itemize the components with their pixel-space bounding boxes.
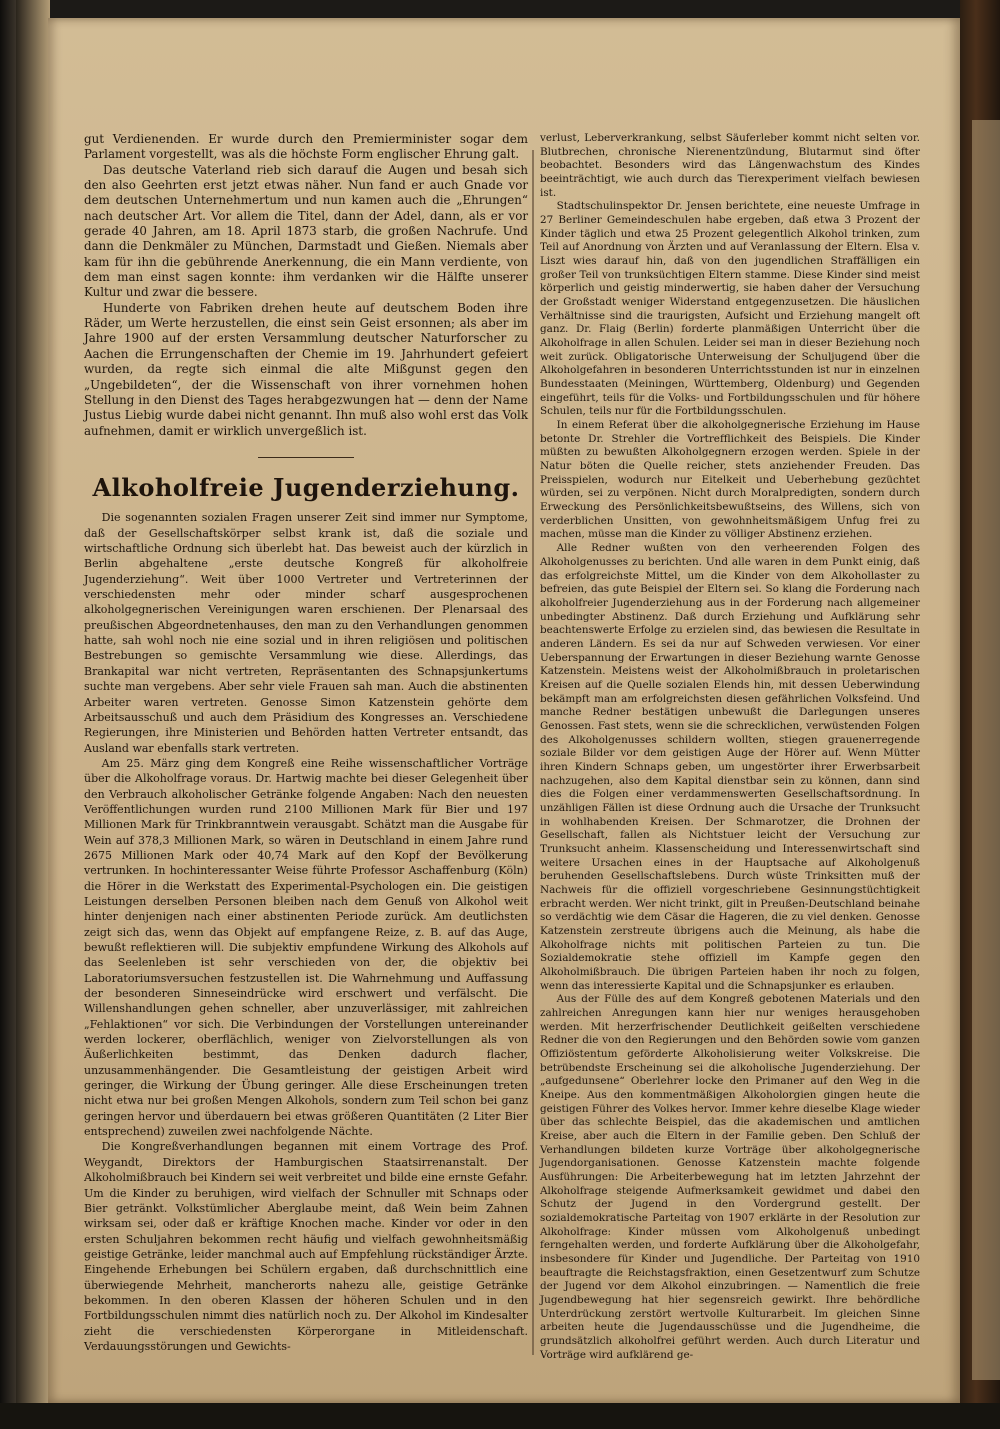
paragraph: In einem Referat über die alkoholgegnerische Erziehung im Hause betonte Dr. Strehler die Vortrefflichkeit des Beispiels. Die Kinder müßten zu bewußten Alkoholgegnern erzogen werden. Spiele in der Natur böten die Quelle reicher, stets anziehender Freuden. Das Preisspielen, wodurch nur Eitelkeit und Ueberhebung gezüchtet würden, sei zu verpönen. Nicht durch Moralpredigten, sondern durch Erweckung des Persönlichkeitsbewußtseins, des Willens, sich von verderblichen Unsitten, von gewohnheitsmäßigem Unfug frei zu machen, müsse man die Kinder zu völliger Abstinenz erziehen. <box>540 419 920 541</box>
next-page-sliver <box>972 120 1000 1380</box>
paragraph: gut Verdienenden. Er wurde durch den Premierminister sogar dem Parlament vorgestellt, was als die höchste Form englischer Ehrung galt. <box>84 132 528 162</box>
book-spine <box>0 0 16 1429</box>
paragraph: Die sogenannten sozialen Fragen unserer Zeit sind immer nur Symptome, daß der Gesellschaftskörper selbst krank ist, daß die soziale und wirtschaftliche Ordnung sich überlebt hat. Das beweist auch der kürzlich in Berlin abgehaltene „erste deutsche Kongreß für alkoholfreie Jugenderziehung“. Weit über 1000 Vertreter und Vertreterinnen der verschiedensten mehr oder minder scharf ausgesprochenen alkoholgegnerischen Vereinigungen waren erschienen. Der Plenarsaal des preußischen Abgeordnetenhauses, den man zu den Verhandlungen genommen hatte, sah wohl noch nie eine sozial und in ihren religiösen und politischen Bestrebungen so gemischte Versammlung wie diese. Allerdings, das Brankapital war nicht vertreten, Repräsentanten des Schnapsjunkertums suchte man vergebens. Aber sehr viele Frauen sah man. Auch die abstinenten Arbeiter waren vertreten. Genosse Simon Katzenstein gehörte dem Arbeitsausschuß und auch dem Präsidium des Kongresses an. Verschiedene Regierungen, ihre Ministerien und Behörden hatten Vertreter entsandt, das Ausland war ebenfalls stark vertreten. <box>84 511 528 755</box>
section-heading: Alkoholfreie Jugenderziehung. <box>92 473 520 503</box>
paragraph: Alle Redner wußten von den verheerenden Folgen des Alkoholgenusses zu berichten. Und alle waren in dem Punkt einig, daß das erfolgreichste Mittel, um die Kinder von dem Alkohollaster zu befreien, das gute Beispiel der Eltern sei. So klang die Forderung nach alkoholfreier Jugenderziehung aus in der Forderung nach allgemeiner unbedingter Abstinenz. Daß durch Erziehung und Aufklärung sehr beachtenswerte Erfolge zu erzielen sind, das bewiesen die Resultate in anderen Ländern. Es sei da nur auf Schweden verwiesen. Vor einer Ueberspannung der Erwartungen in dieser Beziehung warnte Genosse Katzenstein. Meistens weist der Alkoholmißbrauch in proletarischen Kreisen auf die Quelle sozialen Elends hin, mit dessen Ueberwindung bekämpft man am erfolgreichsten diesen gefährlichen Volksfeind. Und manche Redner bestätigen unbewußt die Darlegungen unseres Genossen. Fast stets, wenn sie die schrecklichen, verwüstenden Folgen des Alkoholgenusses schildern wollten, stiegen grauenerregende soziale Bilder vor dem geistigen Auge der Hörer auf. Wenn Mütter ihren Kindern Schnaps geben, um ungestörter ihrer Erwerbsarbeit nachzugehen, also dem Kapital dienstbar sein zu können, dann sind dies die Folgen einer verdammenswerten Gesellschaftsordnung. In unzähligen Fällen ist diese Ordnung auch die Ursache der Trunksucht in wohlhabenden Kreisen. Der Schmarotzer, die Drohnen der Gesellschaft, fallen als Nichtstuer leicht der Versuchung zur Trunksucht anheim. Klassenscheidung und Interessenwirtschaft sind weitere Ursachen eines in der Hauptsache auf Alkoholgenuß beruhenden Gesellschaftslebens. Durch wüste Trinksitten muß der Nachweis für die offiziell vorgeschriebene Gesinnungstüchtigkeit erbracht werden. Wer nicht trinkt, gilt in Preußen-Deutschland beinahe so verdächtig wie dem Cäsar die Hageren, die zu viel denken. Genosse Katzenstein zerstreute übrigens auch die Meinung, als habe die Alkoholfrage nichts mit politischen Parteien zu tun. Die Sozialdemokratie stehe offiziell im Kampfe gegen den Alkoholmißbrauch. Die übrigen Parteien haben ihr noch zu folgen, wenn das interessierte Kapital und die Schnapsjunker es erlauben. <box>540 542 920 992</box>
right-column <box>540 132 920 1362</box>
left-page-edge <box>16 0 50 1429</box>
paragraph: Stadtschulinspektor Dr. Jensen berichtete, eine neueste Umfrage in 27 Berliner Gemeindeschulen habe ergeben, daß etwa 3 Prozent der Kinder täglich und etwa 25 Prozent gelegentlich Alkohol trinken, zum Teil auf Anordnung von Ärzten und auf Veranlassung der Eltern. Elsa v. Liszt wies darauf hin, daß von den jugendlichen Straffälligen ein großer Teil von trunksüchtigen Eltern stamme. Diese Kinder sind meist körperlich und geistig minderwertig, sie haben daher der Versuchung der Großstadt weniger Widerstand entgegenzusetzen. Die häuslichen Verhältnisse sind die traurigsten, Aufsicht und Erziehung mangelt oft ganz. Dr. Flaig (Berlin) forderte planmäßigen Unterricht über die Alkoholfrage in allen Schulen. Leider sei man in dieser Beziehung noch weit zurück. Obligatorische Unterweisung der Schuljugend über die Alkoholgefahren in besonderen Unterrichtsstunden ist nur in einzelnen Bundesstaaten (Meiningen, Württemberg, Oldenburg) und Gegenden eingeführt, teils für die Volks- und Fortbildungsschulen und für höhere Schulen, teils nur für die Fortbildungsschulen. <box>540 200 920 418</box>
bottom-shadow <box>0 1403 1000 1429</box>
paragraph: Aus der Fülle des auf dem Kongreß gebotenen Materials und den zahlreichen Anregungen kann hier nur weniges herausgehoben werden. Mit herzerfrischender Deutlichkeit geißelten verschiedene Redner die von den Regierungen und den Behörden sowie vom ganzen Offiziöstentum geförderte Alkoholisierung weiter Volkskreise. Die betrübendste Erscheinung sei die alkoholische Jugenderziehung. Der „aufgedunsene“ Oberlehrer locke den Primaner auf den Weg in die Kneipe. Aus den kommentmäßigen Alkoholorgien gingen heute die geistigen Führer des Volkes hervor. Immer kehre dieselbe Klage wieder über das schlechte Beispiel, das die akademischen und amtlichen Kreise, aber auch die Eltern in der Familie geben. Den Schluß der Verhandlungen bildeten kurze Vorträge über alkoholgegnerische Jugendorganisationen. Genosse Katzenstein machte folgende Ausführungen: Die Arbeiterbewegung hat im letzten Jahrzehnt der Alkoholfrage steigende Aufmerksamkeit gewidmet und dabei den Schutz der Jugend in den Vordergrund gestellt. Der sozialdemokratische Parteitag von 1907 erklärte in der Resolution zur Alkoholfrage: Kinder müssen vom Alkoholgenuß unbedingt ferngehalten werden, und forderte Aufklärung über die Alkoholgefahr, insbesondere für Kinder und Jugendliche. Der Parteitag von 1910 beauftragte die Reichstagsfraktion, einen Gesetzentwurf zum Schutze der Jugend vor dem Alkohol einzubringen. — Namentlich die freie Jugendbewegung hat hier segensreich gewirkt. Ihre behördliche Unterdrückung zerstört wertvolle Kulturarbeit. Im gleichen Sinne arbeiten heute die Jugendausschüsse und die Jugendheime, die grundsätzlich alkoholfrei geführt werden. Auch durch Literatur und Vorträge wird aufklärend ge- <box>540 993 920 1361</box>
paragraph: verlust, Leberverkrankung, selbst Säuferleber kommt nicht selten vor. Blutbrechen, chronische Nierenentzündung, Blutarmut sind öfter beobachtet. Besonders wird das Längenwachstum des Kindes beeinträchtigt, wie auch durch das Tierexperiment vielfach bewiesen ist. <box>540 132 920 199</box>
paragraph: Das deutsche Vaterland rieb sich darauf die Augen und besah sich den also Geehrten erst jetzt etwas näher. Nun fand er auch Gnade vor dem deutschen Unternehmertum und nun kamen auch die „Ehrungen“ nach deutscher Art. Vor allem die Titel, dann der Adel, dann, als er vor gerade 40 Jahren, am 18. April 1873 starb, die großen Nachrufe. Und dann die Denkmäler zu München, Darmstadt und Gießen. Niemals aber kam für ihn die gebührende Anerkennung, die ein Mann verdiente, von dem man einst sagen konnte: ihm verdanken wir die Hälfte unserer Kultur und zwar die bessere. <box>84 162 528 300</box>
paragraph: Die Kongreßverhandlungen begannen mit einem Vortrage des Prof. Weygandt, Direktors der Hamburgischen Staatsirrenanstalt. Der Alkoholmißbrauch bei Kindern sei weit verbreitet und bilde eine ernste Gefahr. Um die Kinder zu beruhigen, wird vielfach der Schnuller mit Schnaps oder Bier getränkt. Volkstümlicher Aberglaube meint, daß Wein beim Zahnen wirksam sei, oder daß er kräftige Knochen mache. Kinder vor oder in den ersten Schuljahren bekommen recht häufig und vielfach gewohnheitsmäßig geistige Getränke, leider manchmal auch auf Empfehlung rückständiger Ärzte. Eingehende Erhebungen bei Schülern ergaben, daß durchschnittlich eine überwiegende Mehrheit, mancherorts nahezu alle, geistige Getränke bekommen. In den oberen Klassen der höheren Schulen und in den Fortbildungsschulen nimmt dies natürlich noch zu. Der Alkohol im Kindesalter zieht die verschiedensten Körperorgane in Mitleidenschaft. Verdauungsstörungen und Gewichts- <box>84 1140 528 1353</box>
column-divider <box>532 150 534 1355</box>
section-rule <box>258 457 354 459</box>
section-body <box>84 510 528 1354</box>
paragraph: Hunderte von Fabriken drehen heute auf deutschem Boden ihre Räder, um Werte herzustellen, die einst sein Geist ersonnen; als aber im Jahre 1900 auf der ersten Versammlung deutscher Naturforscher zu Aachen die Errungenschaften der Chemie im 19. Jahrhundert gefeiert wurden, da regte sich einmal die alte Mißgunst gegen den „Ungebildeten“, der die Wissenschaft von ihrer vornehmen hohen Stellung in den Dienst des Tages herabgezwungen hat — denn der Name Justus Liebig wurde dabei nicht genannt. Ihn muß also wohl erst das Volk aufnehmen, damit er wirklich unvergeßlich ist. <box>84 300 528 438</box>
left-column <box>84 132 528 1354</box>
paragraph: Am 25. März ging dem Kongreß eine Reihe wissenschaftlicher Vorträge über die Alkoholfrage voraus. Dr. Hartwig machte bei dieser Gelegenheit über den Verbrauch alkoholischer Getränke folgende Angaben: Nach den neuesten Veröffentlichungen wurden rund 2100 Millionen Mark für Bier und 197 Millionen Mark für Trinkbranntwein verausgabt. Schätzt man die Ausgabe für Wein auf 378,3 Millionen Mark, so wären in Deutschland in einem Jahre rund 2675 Millionen Mark oder 40,74 Mark auf den Kopf der Bevölkerung vertrunken. In hochinteressanter Weise führte Professor Aschaffenburg (Köln) die Hörer in die Werkstatt des Experimental-Psychologen ein. Die geistigen Leistungen derselben Personen bleiben nach dem Genuß von Alkohol weit hinter denjenigen nach einer abstinenten Periode zurück. Am deutlichsten zeigt sich das, wenn das Objekt auf empfangene Reize, z. B. auf das Auge, bewußt reflektieren will. Die subjektiv empfundene Wirkung des Alkohols auf das Seelenleben ist sehr verschieden von der, die objektiv bei Laboratoriumsversuchen festzustellen ist. Die Wahrnehmung und Auffassung der besonderen Sinneseindrücke wird erschwert und verfälscht. Die Willenshandlungen gehen schneller, aber unzuverlässiger, mit zahlreichen „Fehlaktionen“ vor sich. Die Verbindungen der Vorstellungen untereinander werden lockerer, oberflächlich, weniger von Zielvorstellungen als von Äußerlichkeiten bestimmt, das Denken dadurch flacher, unzusammenhängender. Die Gesamtleistung der geistigen Arbeit wird geringer, die Wirkung der Übung geringer. Alle diese Erscheinungen treten nicht etwa nur bei großen Mengen Alkohols, sondern zum Teil schon bei ganz geringen hervor und überdauern bei etwas größeren Quantitäten (2 Liter Bier entsprechend) zuweilen zwei nachfolgende Nächte. <box>84 756 528 1139</box>
